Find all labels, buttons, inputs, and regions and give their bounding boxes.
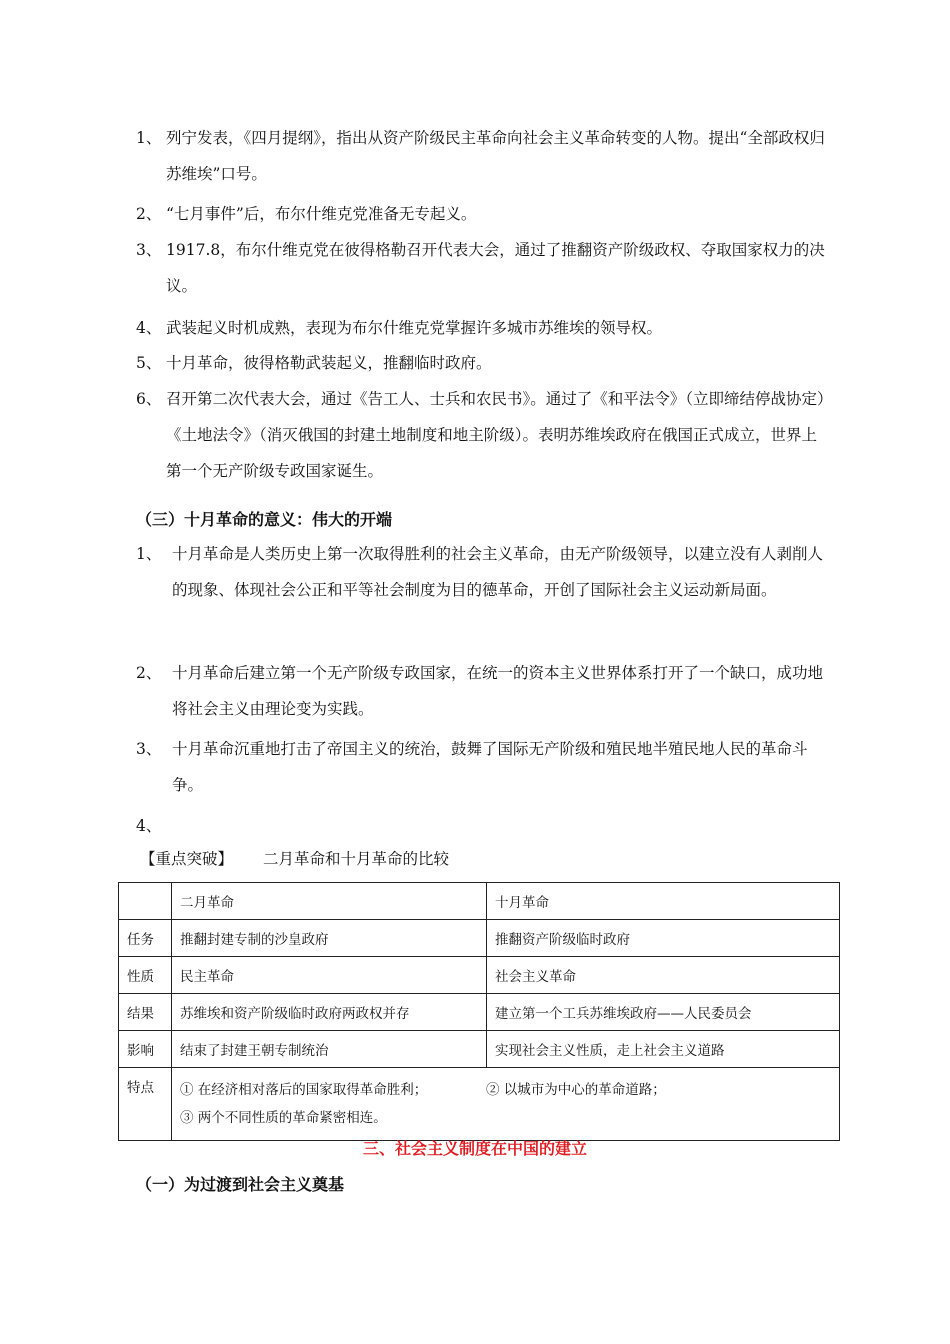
table-cell: 推翻资产阶级临时政府	[487, 920, 840, 957]
list-number: 2、	[136, 664, 162, 682]
section-heading: （三）十月革命的意义：伟大的开端	[136, 510, 393, 529]
table-header-row	[119, 883, 840, 920]
keypoint-title: 二月革命和十月革命的比较	[263, 850, 450, 868]
keypoint-line	[140, 845, 449, 873]
list-item	[136, 232, 826, 304]
list-item	[136, 345, 826, 381]
table-header-cell: 十月革命	[487, 883, 840, 920]
list-number: 6、	[136, 390, 162, 408]
list-text: 十月革命沉重地打击了帝国主义的统治，鼓舞了国际无产阶级和殖民地半殖民地人民的革命斗争。	[172, 740, 808, 794]
feature-point-2: ② 以城市为中心的革命道路；	[486, 1082, 666, 1098]
list-item	[136, 655, 826, 727]
table-row	[119, 1068, 840, 1141]
list-item	[136, 196, 826, 232]
list-text: 十月革命后建立第一个无产阶级专政国家，在统一的资本主义世界体系打开了一个缺口，成功地将社会主义由理论变为实践。	[172, 664, 824, 718]
list-number: 2、	[136, 205, 162, 223]
table-cell: 建立第一个工兵苏维埃政府——人民委员会	[487, 994, 840, 1031]
list-text: 1917.8，布尔什维克党在彼得格勒召开代表大会，通过了推翻资产阶级政权、夺取国家权力的决议。	[166, 241, 825, 295]
list-item	[136, 120, 826, 192]
table-key-cell: 特点	[119, 1068, 172, 1141]
list-text: 十月革命是人类历史上第一次取得胜利的社会主义革命，由无产阶级领导，以建立没有人剥削人的现象、体现社会公正和平等社会制度为目的德革命，开创了国际社会主义运动新局面。	[172, 545, 824, 599]
list-number: 3、	[136, 241, 162, 259]
feature-point-1: ① 在经济相对落后的国家取得革命胜利；	[180, 1082, 428, 1098]
table-key-cell: 结果	[119, 994, 172, 1031]
list-text: 召开第二次代表大会，通过《告工人、士兵和农民书》。通过了《和平法令》（立即缔结停战协定）《土地法令》（消灭俄国的封建土地制度和地主阶级）。表明苏维埃政府在俄国正式成立，世界上第一个无产阶级专政国家诞生。	[166, 390, 825, 480]
feature-point-3: ③ 两个不同性质的革命紧密相连。	[180, 1110, 387, 1126]
keypoint-label: 【重点突破】	[140, 850, 234, 868]
list-text: 十月革命，彼得格勒武装起义，推翻临时政府。	[166, 354, 492, 372]
table-row	[119, 957, 840, 994]
section-title: 三、社会主义制度在中国的建立	[362, 1139, 587, 1158]
table-key-cell: 性质	[119, 957, 172, 994]
table-row	[119, 1031, 840, 1068]
list-number: 1、	[136, 545, 162, 563]
feature-line-1	[180, 1076, 831, 1104]
table-cell: 苏维埃和资产阶级临时政府两政权并存	[172, 994, 487, 1031]
table-cell: 社会主义革命	[487, 957, 840, 994]
table-header-cell	[119, 883, 172, 920]
list-text: 列宁发表，《四月提纲》，指出从资产阶级民主革命向社会主义革命转变的人物。提出“全部政权归苏维埃”口号。	[166, 129, 825, 183]
list-item	[136, 310, 826, 346]
table-cell: 结束了封建王朝专制统治	[172, 1031, 487, 1068]
list-number: 5、	[136, 354, 162, 372]
table-cell: 民主革命	[172, 957, 487, 994]
list-number: 1、	[136, 129, 162, 147]
list-item	[136, 536, 826, 608]
list-number: 3、	[136, 740, 162, 758]
table-feature-cell	[172, 1068, 840, 1141]
comparison-table	[118, 882, 840, 1141]
table-key-cell: 影响	[119, 1031, 172, 1068]
list-item	[136, 731, 826, 803]
list-text: 武装起义时机成熟，表现为布尔什维克党掌握许多城市苏维埃的领导权。	[166, 319, 663, 337]
list-number: 4、	[136, 817, 162, 835]
table-row	[119, 994, 840, 1031]
table-row	[119, 920, 840, 957]
table-cell: 推翻封建专制的沙皇政府	[172, 920, 487, 957]
list-number: 4、	[136, 319, 162, 337]
list-item	[136, 381, 826, 489]
table-cell: 实现社会主义性质，走上社会主义道路	[487, 1031, 840, 1068]
table-key-cell: 任务	[119, 920, 172, 957]
list-text: “七月事件”后，布尔什维克党准备无专起义。	[166, 205, 477, 223]
table-header-cell: 二月革命	[172, 883, 487, 920]
section-heading: （一）为过渡到社会主义奠基	[136, 1175, 345, 1194]
